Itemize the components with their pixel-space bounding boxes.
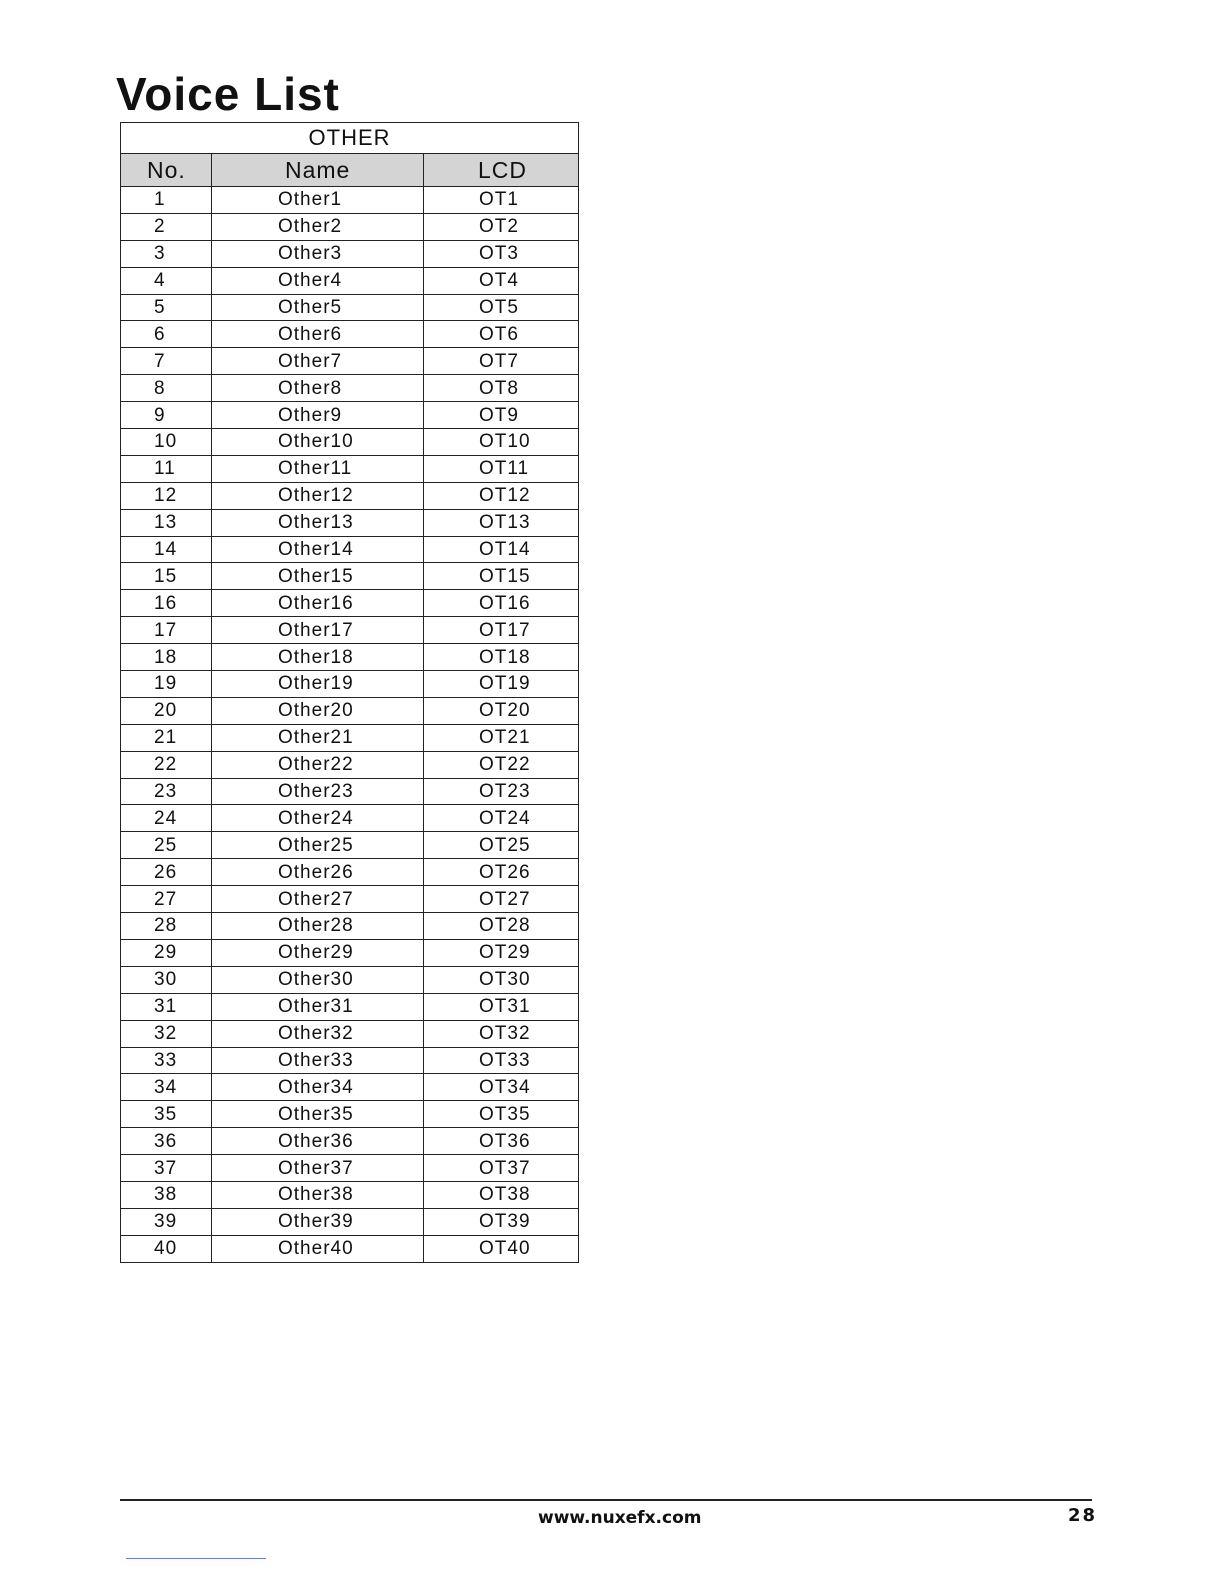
table-row (121, 1181, 579, 1208)
cell-name: Other28 (212, 913, 424, 940)
cell-lcd: OT33 (424, 1047, 579, 1074)
cell-no: 31 (121, 993, 212, 1020)
cell-no: 23 (121, 778, 212, 805)
cell-no: 4 (121, 267, 212, 294)
cell-no: 27 (121, 886, 212, 913)
cell-lcd: OT3 (424, 240, 579, 267)
column-header-row (121, 154, 579, 187)
cell-lcd: OT12 (424, 482, 579, 509)
cell-no: 6 (121, 321, 212, 348)
cell-name: Other24 (212, 805, 424, 832)
cell-name: Other10 (212, 429, 424, 456)
cell-name: Other17 (212, 617, 424, 644)
cell-lcd: OT26 (424, 859, 579, 886)
cell-name: Other30 (212, 966, 424, 993)
table-row (121, 939, 579, 966)
table-row (121, 402, 579, 429)
bottom-divider (126, 1558, 266, 1559)
table-row (121, 1020, 579, 1047)
table-row (121, 1235, 579, 1262)
cell-no: 8 (121, 375, 212, 402)
table-row (121, 590, 579, 617)
cell-lcd: OT36 (424, 1128, 579, 1155)
cell-name: Other31 (212, 993, 424, 1020)
cell-name: Other35 (212, 1101, 424, 1128)
cell-name: Other5 (212, 294, 424, 321)
cell-name: Other1 (212, 187, 424, 214)
cell-no: 12 (121, 482, 212, 509)
cell-name: Other19 (212, 671, 424, 698)
cell-lcd: OT37 (424, 1155, 579, 1182)
page-number: 28 (1068, 1505, 1098, 1526)
cell-no: 1 (121, 187, 212, 214)
cell-lcd: OT16 (424, 590, 579, 617)
cell-no: 7 (121, 348, 212, 375)
cell-lcd: OT24 (424, 805, 579, 832)
cell-name: Other25 (212, 832, 424, 859)
cell-name: Other21 (212, 724, 424, 751)
cell-no: 38 (121, 1181, 212, 1208)
cell-name: Other37 (212, 1155, 424, 1182)
table-row (121, 455, 579, 482)
cell-name: Other7 (212, 348, 424, 375)
table-row (121, 778, 579, 805)
cell-lcd: OT5 (424, 294, 579, 321)
cell-name: Other2 (212, 213, 424, 240)
table-row (121, 294, 579, 321)
cell-name: Other22 (212, 751, 424, 778)
table-row (121, 348, 579, 375)
cell-lcd: OT1 (424, 187, 579, 214)
cell-name: Other27 (212, 886, 424, 913)
cell-lcd: OT29 (424, 939, 579, 966)
cell-lcd: OT23 (424, 778, 579, 805)
cell-lcd: OT39 (424, 1208, 579, 1235)
cell-lcd: OT35 (424, 1101, 579, 1128)
table-row (121, 1074, 579, 1101)
table-row (121, 213, 579, 240)
column-header-name: Name (212, 154, 424, 187)
cell-no: 40 (121, 1235, 212, 1262)
cell-lcd: OT27 (424, 886, 579, 913)
cell-lcd: OT15 (424, 563, 579, 590)
cell-no: 24 (121, 805, 212, 832)
cell-name: Other20 (212, 697, 424, 724)
cell-no: 3 (121, 240, 212, 267)
footer-divider (120, 1499, 1092, 1501)
cell-lcd: OT38 (424, 1181, 579, 1208)
cell-no: 21 (121, 724, 212, 751)
cell-no: 35 (121, 1101, 212, 1128)
table-row (121, 751, 579, 778)
table-row (121, 509, 579, 536)
table-row (121, 1047, 579, 1074)
cell-lcd: OT14 (424, 536, 579, 563)
cell-no: 26 (121, 859, 212, 886)
cell-no: 33 (121, 1047, 212, 1074)
page-title: Voice List (116, 68, 340, 120)
cell-no: 10 (121, 429, 212, 456)
cell-no: 30 (121, 966, 212, 993)
cell-lcd: OT21 (424, 724, 579, 751)
cell-lcd: OT30 (424, 966, 579, 993)
cell-name: Other12 (212, 482, 424, 509)
table-row (121, 966, 579, 993)
cell-no: 2 (121, 213, 212, 240)
table-row (121, 563, 579, 590)
cell-name: Other39 (212, 1208, 424, 1235)
cell-name: Other23 (212, 778, 424, 805)
table-row (121, 536, 579, 563)
column-header-no: No. (121, 154, 212, 187)
table-row (121, 617, 579, 644)
cell-no: 11 (121, 455, 212, 482)
cell-name: Other29 (212, 939, 424, 966)
cell-name: Other15 (212, 563, 424, 590)
table-row (121, 482, 579, 509)
table-row (121, 375, 579, 402)
cell-no: 25 (121, 832, 212, 859)
voice-rows (121, 187, 579, 1263)
cell-lcd: OT18 (424, 644, 579, 671)
cell-no: 29 (121, 939, 212, 966)
table-row (121, 1101, 579, 1128)
table-row (121, 240, 579, 267)
cell-lcd: OT32 (424, 1020, 579, 1047)
cell-name: Other4 (212, 267, 424, 294)
cell-no: 37 (121, 1155, 212, 1182)
table-row (121, 671, 579, 698)
cell-no: 34 (121, 1074, 212, 1101)
table-row (121, 832, 579, 859)
category-row (121, 123, 579, 154)
cell-lcd: OT20 (424, 697, 579, 724)
voice-list-table (120, 122, 579, 1263)
cell-lcd: OT17 (424, 617, 579, 644)
cell-name: Other16 (212, 590, 424, 617)
cell-lcd: OT34 (424, 1074, 579, 1101)
cell-no: 32 (121, 1020, 212, 1047)
cell-lcd: OT40 (424, 1235, 579, 1262)
cell-lcd: OT4 (424, 267, 579, 294)
cell-lcd: OT10 (424, 429, 579, 456)
table-row (121, 429, 579, 456)
table-row (121, 859, 579, 886)
cell-name: Other26 (212, 859, 424, 886)
category-label: OTHER (121, 123, 579, 154)
cell-no: 13 (121, 509, 212, 536)
table-row (121, 697, 579, 724)
cell-lcd: OT8 (424, 375, 579, 402)
cell-name: Other8 (212, 375, 424, 402)
cell-name: Other14 (212, 536, 424, 563)
cell-name: Other18 (212, 644, 424, 671)
column-header-lcd: LCD (424, 154, 579, 187)
footer-url: www.nuxefx.com (538, 1508, 702, 1528)
cell-name: Other6 (212, 321, 424, 348)
cell-lcd: OT2 (424, 213, 579, 240)
cell-no: 28 (121, 913, 212, 940)
cell-no: 16 (121, 590, 212, 617)
table-row (121, 1155, 579, 1182)
cell-no: 18 (121, 644, 212, 671)
table-row (121, 993, 579, 1020)
cell-name: Other11 (212, 455, 424, 482)
table-row (121, 187, 579, 214)
table-row (121, 913, 579, 940)
table-row (121, 644, 579, 671)
cell-name: Other32 (212, 1020, 424, 1047)
cell-lcd: OT11 (424, 455, 579, 482)
cell-name: Other33 (212, 1047, 424, 1074)
cell-no: 9 (121, 402, 212, 429)
cell-name: Other34 (212, 1074, 424, 1101)
cell-no: 14 (121, 536, 212, 563)
table-row (121, 267, 579, 294)
cell-name: Other40 (212, 1235, 424, 1262)
cell-no: 19 (121, 671, 212, 698)
table-row (121, 1128, 579, 1155)
cell-name: Other13 (212, 509, 424, 536)
cell-lcd: OT22 (424, 751, 579, 778)
cell-lcd: OT28 (424, 913, 579, 940)
cell-no: 17 (121, 617, 212, 644)
cell-name: Other9 (212, 402, 424, 429)
cell-lcd: OT7 (424, 348, 579, 375)
table-row (121, 724, 579, 751)
cell-lcd: OT13 (424, 509, 579, 536)
cell-lcd: OT9 (424, 402, 579, 429)
cell-no: 39 (121, 1208, 212, 1235)
cell-name: Other38 (212, 1181, 424, 1208)
cell-lcd: OT6 (424, 321, 579, 348)
cell-no: 5 (121, 294, 212, 321)
cell-lcd: OT19 (424, 671, 579, 698)
cell-no: 22 (121, 751, 212, 778)
cell-lcd: OT31 (424, 993, 579, 1020)
cell-no: 15 (121, 563, 212, 590)
cell-no: 20 (121, 697, 212, 724)
table-row (121, 321, 579, 348)
cell-no: 36 (121, 1128, 212, 1155)
table-row (121, 1208, 579, 1235)
cell-lcd: OT25 (424, 832, 579, 859)
table-row (121, 805, 579, 832)
table-row (121, 886, 579, 913)
cell-name: Other3 (212, 240, 424, 267)
cell-name: Other36 (212, 1128, 424, 1155)
